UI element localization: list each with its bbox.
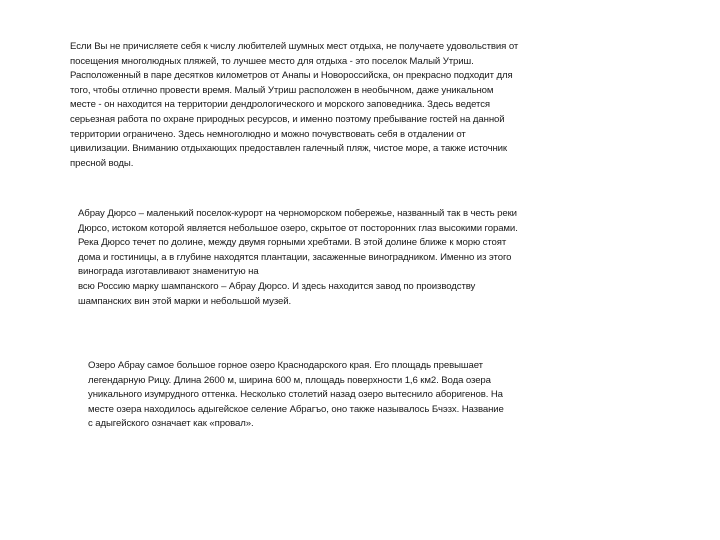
paragraph-abrau-dyurso: [78, 207, 518, 309]
text-line: всю Россию марку шампанского – Абрау Дюрсо. И здесь находится завод по производству: [78, 280, 476, 292]
text-line: шампанских вин этой марки и небольшой музей.: [78, 295, 292, 307]
text-line: легендарную Рицу. Длина 2600 м, ширина 600 м, площадь поверхности 1,6 км2. Вода озера: [88, 374, 491, 386]
text-line: посещения многолюдных пляжей, то лучшее место для отдыха - это поселок Малый Утриш.: [70, 55, 474, 67]
text-line: пресной воды.: [70, 157, 134, 169]
text-line: дома и гостиницы, а в глубине находятся плантации, засаженные виноградником. Именно из этого: [78, 251, 512, 263]
text-line: Абрау Дюрсо – маленький поселок-курорт на черноморском побережье, названный так в честь реки: [78, 208, 517, 219]
text-line: уникального изумрудного оттенка. Несколько столетий назад озеро вытеснило аборигенов. На: [88, 389, 503, 401]
paragraph-malyy-utrish: [70, 40, 518, 171]
text-line: винограда изготавливают знаменитую на: [78, 266, 259, 278]
text-line: Дюрсо, истоком которой является небольшое озеро, скрытое от посторонних глаз высокими горами.: [78, 222, 518, 234]
text-line: месте озера находилось адыгейское селение Абрагъо, оно также называлось Бчэзх. Название: [88, 403, 504, 415]
text-line: того, чтобы отлично провести время. Малый Утриш расположен в необычном, даже уникальном: [70, 84, 494, 96]
text-line: Озеро Абрау самое большое горное озеро Краснодарского края. Его площадь превышает: [88, 360, 483, 371]
text-line: цивилизации. Вниманию отдыхающих предоставлен галечный пляж, чистое море, а также источник: [70, 143, 508, 155]
text-line: Если Вы не причисляете себя к числу любителей шумных мест отдыха, не получаете удовольствия от: [70, 41, 519, 52]
paragraph-lake-abrau: [88, 359, 504, 432]
text-line: территории ограничено. Здесь немноголюдно и можно почувствовать себя в отдалении от: [70, 128, 466, 140]
text-line: серьезная работа по охране природных ресурсов, и именно поэтому пребывание гостей на данной: [70, 113, 505, 125]
text-line: Расположенный в паре десятков километров от Анапы и Новороссийска, он прекрасно подходит для: [70, 70, 513, 82]
text-line: с адыгейского означает как «провал».: [88, 418, 254, 430]
text-line: Река Дюрсо течет по долине, между двумя горными хребтами. В этой долине ближе к морю стоят: [78, 237, 507, 249]
text-line: месте - он находится на территории дендрологического и морского заповедника. Здесь ведется: [70, 99, 490, 111]
